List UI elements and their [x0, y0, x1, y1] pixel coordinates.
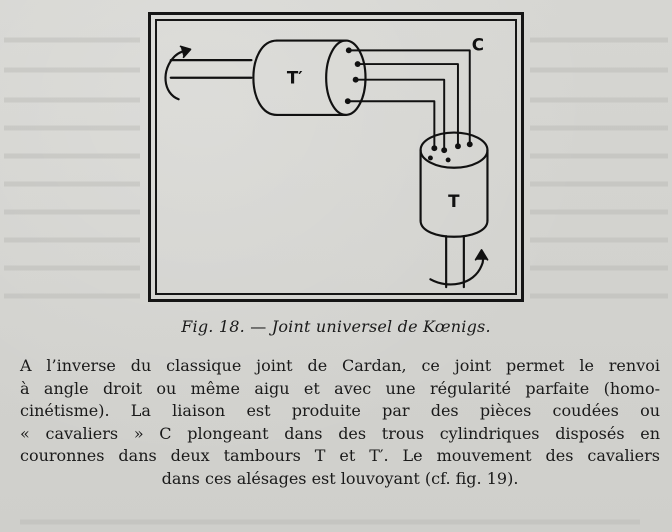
drum-t: [421, 133, 488, 237]
paragraph-line: à angle droit ou même aigu et avec une régularité parfaite (homo-: [20, 378, 660, 398]
figure-caption: [0, 317, 672, 336]
paragraph-line: dans ces alésages est louvoyant (cf. fig. 19).: [161, 468, 519, 488]
koenigs-joint-illustration: [157, 21, 515, 293]
paragraph-line: A l’inverse du classique joint de Cardan, ce joint permet le renvoi: [20, 356, 660, 375]
paragraph: [20, 355, 660, 490]
shaft-left: [171, 60, 252, 78]
paragraph-line: couronnes dans deux tambours T et T′. Le mouvement des cavaliers: [20, 446, 660, 465]
paragraph-line: cinétisme). La liaison est produite par des pièces coudées ou: [20, 401, 660, 420]
figure-number: Fig. 18.: [181, 317, 245, 336]
shaft-bottom: [446, 236, 464, 287]
cavaliers-c: [348, 50, 470, 150]
figure-frame: [148, 12, 524, 302]
label-t: T: [448, 191, 460, 211]
label-t-prime: T′: [286, 68, 303, 88]
caption-title: Joint universel de Kœnigs.: [271, 317, 491, 336]
figure-inner-border: [155, 19, 517, 295]
label-c: C: [471, 35, 484, 55]
paragraph-line: « cavaliers » C plongeant dans des trous cylindriques disposés en: [20, 423, 660, 443]
rotation-arrow-bottom-icon: [430, 250, 487, 285]
caption-dash: —: [250, 317, 267, 336]
rotation-arrow-left-icon: [165, 46, 190, 99]
